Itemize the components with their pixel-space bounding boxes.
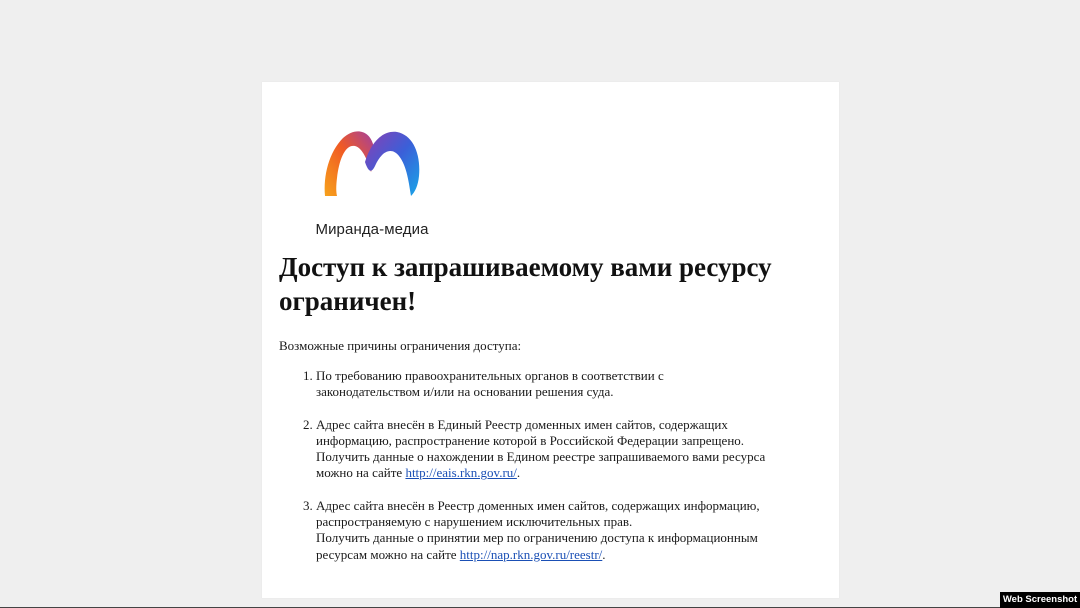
reason-1-line-2: законодательством и/или на основании решения суда. xyxy=(316,384,614,400)
reasons-list xyxy=(279,368,861,579)
reason-2-line-1: Адрес сайта внесён в Единый Реестр доменных имен сайтов, содержащих xyxy=(316,416,728,432)
page-title: Доступ к запрашиваемому вами ресурсу ограничен! xyxy=(279,252,772,316)
reason-3-line-1: Адрес сайта внесён в Реестр доменных имен сайтов, содержащих информацию, xyxy=(316,497,760,513)
web-screenshot-badge: Web Screenshot xyxy=(1000,592,1080,608)
logo-text: Миранда-медиа xyxy=(315,221,429,238)
reason-2-line-2: информацию, распространение которой в Российской Федерации запрещено. xyxy=(316,432,745,448)
eais-link[interactable]: http://eais.rkn.gov.ru/ xyxy=(405,465,517,481)
miranda-m-logo-icon xyxy=(319,126,429,198)
reason-3-line-3: Получить данные о принятии мер по ограничению доступа к информационным xyxy=(316,530,758,546)
list-item xyxy=(316,417,861,482)
reason-3-link-prefix: ресурсам можно на сайте xyxy=(316,546,460,562)
blocked-page-card xyxy=(262,82,839,598)
reason-2-line-3: Получить данные о нахождении в Едином реестре запрашиваемого вами ресурса xyxy=(316,449,766,465)
list-item xyxy=(316,498,861,563)
reason-3-link-suffix: . xyxy=(602,546,606,562)
reason-1-line-1: По требованию правоохранительных органов в соответствии с xyxy=(316,368,664,383)
reasons-title: Возможные причины ограничения доступа: xyxy=(279,338,522,353)
list-item xyxy=(316,368,861,401)
reason-2-link-prefix: можно на сайте xyxy=(316,465,406,481)
nap-reestr-link[interactable]: http://nap.rkn.gov.ru/reestr/ xyxy=(459,546,603,562)
reason-3-line-2: распространяемую с нарушением исключительных прав. xyxy=(316,514,633,530)
reason-2-link-suffix: . xyxy=(516,465,521,481)
miranda-media-logo xyxy=(282,114,462,238)
